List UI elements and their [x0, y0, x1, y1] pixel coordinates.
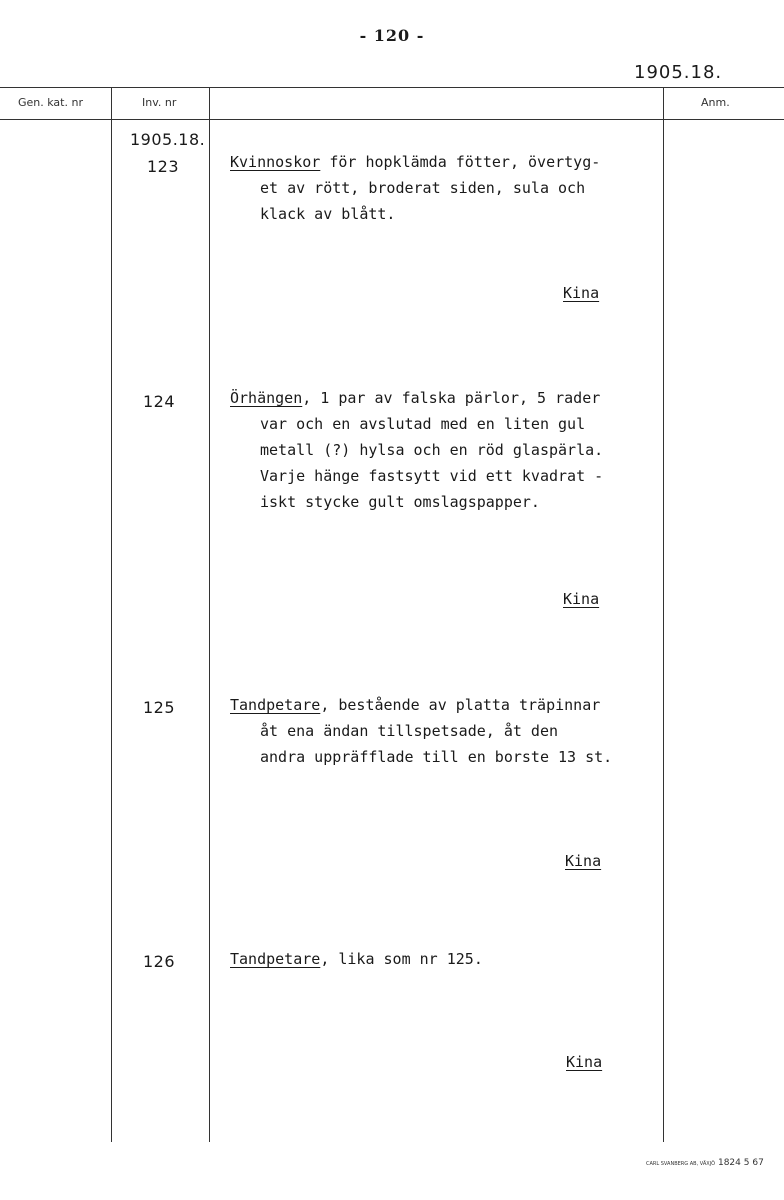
entry-first-line	[230, 385, 662, 411]
catalog-entry	[230, 692, 662, 770]
entry-first-line	[230, 149, 662, 175]
accession-reference: 1905.18.	[634, 62, 723, 83]
inv-number: 125	[143, 698, 176, 717]
entry-text: för hopklämda fötter, övertyg-	[320, 153, 601, 171]
entry-first-line	[230, 946, 662, 972]
column-divider-gen-inv	[111, 87, 112, 1142]
page-number: - 120 -	[359, 26, 425, 45]
entry-first-line	[230, 692, 662, 718]
inv-number: 126	[143, 952, 176, 971]
header-top-rule	[0, 87, 784, 88]
printer-code: 1824 5 67	[717, 1158, 764, 1168]
object-term: Tandpetare	[230, 696, 321, 714]
group-reference: 1905.18.	[130, 130, 206, 149]
column-header-inv-nr: Inv. nr	[142, 96, 177, 109]
entry-text: , 1 par av falska pärlor, 5 rader	[302, 389, 601, 407]
origin-label: Kina	[563, 590, 600, 608]
object-term: Tandpetare	[230, 950, 321, 968]
printer-imprint	[646, 1158, 764, 1168]
entry-line: metall (?) hylsa och en röd glaspärla.	[260, 441, 604, 459]
origin-label: Kina	[563, 284, 600, 302]
inv-number: 124	[143, 392, 176, 411]
entry-line: andra uppräfflade till en borste 13 st.	[260, 748, 613, 766]
object-term: Örhängen	[230, 389, 303, 407]
origin-label: Kina	[566, 1053, 603, 1071]
entry-line: åt ena ändan tillspetsade, åt den	[260, 722, 559, 740]
entry-text: , lika som nr 125.	[320, 950, 483, 968]
entry-line: var och en avslutad med en liten gul	[260, 415, 586, 433]
header-bottom-rule	[0, 119, 784, 120]
column-divider-desc-anm	[663, 87, 664, 1142]
column-header-anm: Anm.	[701, 96, 730, 109]
column-divider-inv-desc	[209, 87, 210, 1142]
entry-line: iskt stycke gult omslagspapper.	[260, 493, 540, 511]
entry-line: Varje hänge fastsytt vid ett kvadrat -	[260, 467, 604, 485]
inv-number: 123	[147, 157, 180, 176]
catalog-entry	[230, 946, 662, 972]
printer-name: CARL SVANBERG AB, VÄXJÖ	[646, 1161, 716, 1167]
entry-line: klack av blått.	[260, 205, 396, 223]
entry-text: , bestående av platta träpinnar	[320, 696, 601, 714]
entry-line: et av rött, broderat siden, sula och	[260, 179, 586, 197]
origin-label: Kina	[565, 852, 602, 870]
column-header-gen-kat-nr: Gen. kat. nr	[18, 96, 83, 109]
object-term: Kvinnoskor	[230, 153, 321, 171]
catalog-entry	[230, 385, 662, 515]
catalog-entry	[230, 149, 662, 227]
